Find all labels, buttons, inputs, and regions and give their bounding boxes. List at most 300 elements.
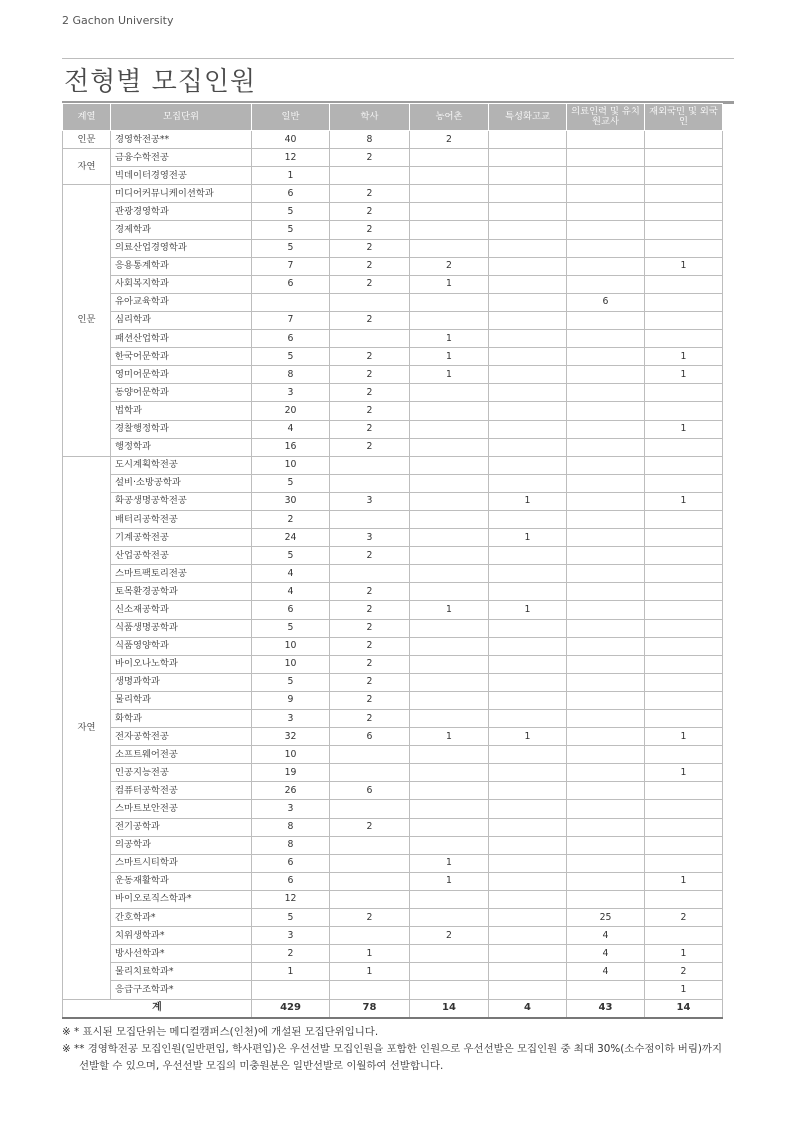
quota-cell — [489, 510, 567, 528]
page-title: 전형별 모집인원 — [64, 67, 257, 97]
quota-cell: 3 — [252, 800, 330, 818]
table-row — [63, 710, 723, 728]
table-row — [63, 800, 723, 818]
quota-cell — [567, 203, 645, 221]
table-row — [63, 529, 723, 547]
quota-cell — [645, 746, 723, 764]
quota-cell — [489, 384, 567, 402]
quota-cell: 4 — [567, 945, 645, 963]
unit-name-cell: 전자공학전공 — [111, 728, 252, 746]
quota-cell — [645, 384, 723, 402]
quota-cell: 6 — [330, 728, 410, 746]
quota-cell: 1 — [330, 945, 410, 963]
unit-name-cell: 치위생학과* — [111, 927, 252, 945]
quota-cell: 1 — [410, 366, 489, 384]
quota-cell — [410, 492, 489, 510]
unit-name-cell: 사회복지학과 — [111, 275, 252, 293]
table-row — [63, 221, 723, 239]
unit-name-cell: 경영학전공** — [111, 131, 252, 149]
quota-cell: 2 — [330, 257, 410, 275]
quota-cell — [330, 456, 410, 474]
quota-cell — [567, 746, 645, 764]
quota-cell — [489, 909, 567, 927]
quota-cell — [410, 710, 489, 728]
table-row — [63, 420, 723, 438]
table-row — [63, 728, 723, 746]
quota-cell: 2 — [330, 655, 410, 673]
unit-name-cell: 바이오나노학과 — [111, 655, 252, 673]
unit-name-cell: 유아교육학과 — [111, 293, 252, 311]
table-row — [63, 619, 723, 637]
quota-cell: 1 — [489, 601, 567, 619]
quota-cell: 2 — [330, 637, 410, 655]
quota-cell — [567, 474, 645, 492]
quota-cell — [567, 384, 645, 402]
unit-name-cell: 화학과 — [111, 710, 252, 728]
quota-cell — [567, 673, 645, 691]
quota-cell — [410, 185, 489, 203]
quota-cell — [489, 619, 567, 637]
quota-cell: 2 — [330, 619, 410, 637]
quota-cell — [330, 746, 410, 764]
quota-cell: 2 — [645, 963, 723, 981]
quota-cell — [645, 927, 723, 945]
quota-cell — [645, 510, 723, 528]
quota-cell: 6 — [567, 293, 645, 311]
quota-cell: 1 — [645, 366, 723, 384]
category-cell: 인문 — [63, 131, 111, 149]
quota-cell — [489, 257, 567, 275]
table-row — [63, 981, 723, 999]
table-row — [63, 456, 723, 474]
quota-cell: 30 — [252, 492, 330, 510]
quota-cell — [489, 710, 567, 728]
quota-cell: 2 — [252, 510, 330, 528]
quota-cell — [330, 854, 410, 872]
category-cell: 자연 — [63, 456, 111, 999]
total-cell: 78 — [330, 999, 410, 1018]
quota-cell — [645, 836, 723, 854]
table-row — [63, 872, 723, 890]
table-row — [63, 782, 723, 800]
quota-cell — [645, 782, 723, 800]
quota-cell — [645, 456, 723, 474]
quota-cell: 1 — [489, 728, 567, 746]
quota-cell — [567, 149, 645, 167]
quota-cell — [567, 601, 645, 619]
quota-cell: 10 — [252, 746, 330, 764]
quota-cell: 1 — [410, 275, 489, 293]
quota-cell — [567, 420, 645, 438]
quota-cell — [645, 474, 723, 492]
quota-cell — [489, 203, 567, 221]
quota-cell — [410, 963, 489, 981]
quota-cell: 4 — [252, 420, 330, 438]
quota-cell — [645, 565, 723, 583]
table-row — [63, 637, 723, 655]
quota-cell: 2 — [330, 185, 410, 203]
quota-cell: 1 — [645, 764, 723, 782]
quota-cell: 5 — [252, 619, 330, 637]
quota-cell — [410, 691, 489, 709]
quota-cell: 1 — [410, 601, 489, 619]
quota-cell — [410, 167, 489, 185]
footnotes — [62, 1024, 734, 1075]
quota-cell — [489, 348, 567, 366]
quota-cell: 2 — [330, 348, 410, 366]
quota-cell — [567, 131, 645, 149]
quota-cell — [410, 800, 489, 818]
quota-cell — [410, 438, 489, 456]
quota-cell: 3 — [330, 529, 410, 547]
quota-cell — [489, 764, 567, 782]
table-row — [63, 927, 723, 945]
quota-cell: 2 — [330, 221, 410, 239]
quota-cell — [567, 728, 645, 746]
header-vocational: 특성화고교 — [489, 104, 567, 131]
table-row — [63, 547, 723, 565]
quota-cell — [567, 167, 645, 185]
table-body — [63, 131, 723, 1018]
quota-cell — [567, 438, 645, 456]
quota-cell: 12 — [252, 149, 330, 167]
quota-cell — [330, 474, 410, 492]
quota-cell: 6 — [252, 872, 330, 890]
footnote-medical-campus: ※ * 표시된 모집단위는 메디컬캠퍼스(인천)에 개설된 모집단위입니다. — [62, 1026, 379, 1038]
unit-name-cell: 전기공학과 — [111, 818, 252, 836]
quota-cell: 1 — [410, 872, 489, 890]
unit-name-cell: 빅데이터경영전공 — [111, 167, 252, 185]
table-row — [63, 239, 723, 257]
table-row — [63, 203, 723, 221]
quota-cell — [489, 637, 567, 655]
quota-cell — [645, 800, 723, 818]
quota-cell — [489, 836, 567, 854]
quota-cell: 2 — [330, 420, 410, 438]
quota-cell — [645, 619, 723, 637]
unit-name-cell: 스마트팩토리전공 — [111, 565, 252, 583]
quota-cell — [567, 981, 645, 999]
unit-name-cell: 기계공학전공 — [111, 529, 252, 547]
quota-cell — [489, 402, 567, 420]
quota-cell — [489, 854, 567, 872]
table-row — [63, 149, 723, 167]
quota-cell — [410, 149, 489, 167]
quota-cell — [567, 890, 645, 908]
quota-cell — [410, 474, 489, 492]
header-category: 계열 — [63, 104, 111, 131]
quota-cell: 8 — [252, 818, 330, 836]
quota-cell: 1 — [489, 529, 567, 547]
quota-cell: 6 — [252, 185, 330, 203]
quota-cell — [567, 366, 645, 384]
quota-cell — [567, 330, 645, 348]
quota-cell — [645, 311, 723, 329]
unit-name-cell: 컴퓨터공학전공 — [111, 782, 252, 800]
quota-cell — [567, 818, 645, 836]
quota-cell: 2 — [410, 257, 489, 275]
unit-name-cell: 물리학과 — [111, 691, 252, 709]
table-row — [63, 945, 723, 963]
quota-cell — [410, 293, 489, 311]
unit-name-cell: 물리치료학과* — [111, 963, 252, 981]
quota-cell — [489, 872, 567, 890]
quota-cell: 2 — [410, 927, 489, 945]
unit-name-cell: 스마트시티학과 — [111, 854, 252, 872]
quota-cell — [567, 239, 645, 257]
quota-cell: 6 — [252, 601, 330, 619]
quota-cell: 5 — [252, 673, 330, 691]
unit-name-cell: 생명과학과 — [111, 673, 252, 691]
quota-cell: 1 — [410, 854, 489, 872]
quota-cell: 1 — [645, 257, 723, 275]
page-title-bar — [62, 58, 734, 104]
quota-cell — [330, 836, 410, 854]
quota-cell — [489, 293, 567, 311]
unit-name-cell: 간호학과* — [111, 909, 252, 927]
quota-cell — [489, 149, 567, 167]
quota-cell — [489, 746, 567, 764]
table-row — [63, 185, 723, 203]
quota-cell — [645, 854, 723, 872]
quota-cell — [410, 890, 489, 908]
quota-cell — [645, 131, 723, 149]
quota-cell — [645, 330, 723, 348]
unit-name-cell: 응용통계학과 — [111, 257, 252, 275]
quota-cell — [410, 510, 489, 528]
quota-cell — [410, 746, 489, 764]
quota-cell: 12 — [252, 890, 330, 908]
table-row — [63, 438, 723, 456]
quota-cell — [489, 474, 567, 492]
quota-cell — [489, 547, 567, 565]
unit-name-cell: 식품영양학과 — [111, 637, 252, 655]
quota-cell: 5 — [252, 348, 330, 366]
quota-cell — [410, 945, 489, 963]
quota-cell: 32 — [252, 728, 330, 746]
quota-cell — [410, 655, 489, 673]
quota-cell — [567, 402, 645, 420]
table-row — [63, 474, 723, 492]
quota-cell — [330, 293, 410, 311]
unit-name-cell: 금융수학전공 — [111, 149, 252, 167]
quota-cell — [645, 185, 723, 203]
table-row — [63, 492, 723, 510]
unit-name-cell: 화공생명공학전공 — [111, 492, 252, 510]
quota-cell: 8 — [252, 366, 330, 384]
quota-cell: 1 — [645, 981, 723, 999]
quota-cell — [567, 583, 645, 601]
quota-cell: 1 — [645, 872, 723, 890]
quota-cell — [645, 149, 723, 167]
quota-cell — [489, 185, 567, 203]
quota-cell: 40 — [252, 131, 330, 149]
total-cell: 43 — [567, 999, 645, 1018]
quota-cell: 2 — [330, 601, 410, 619]
quota-cell — [410, 547, 489, 565]
quota-cell — [567, 619, 645, 637]
quota-cell — [567, 456, 645, 474]
quota-cell — [489, 981, 567, 999]
unit-name-cell: 영미어문학과 — [111, 366, 252, 384]
unit-name-cell: 운동재활학과 — [111, 872, 252, 890]
quota-cell: 26 — [252, 782, 330, 800]
quota-cell: 5 — [252, 221, 330, 239]
quota-cell — [410, 420, 489, 438]
unit-name-cell: 의료산업경영학과 — [111, 239, 252, 257]
quota-cell: 19 — [252, 764, 330, 782]
quota-cell — [489, 655, 567, 673]
quota-cell: 2 — [410, 131, 489, 149]
quota-cell — [489, 927, 567, 945]
quota-cell — [489, 221, 567, 239]
unit-name-cell: 경찰행정학과 — [111, 420, 252, 438]
unit-name-cell: 한국어문학과 — [111, 348, 252, 366]
unit-name-cell: 배터리공학전공 — [111, 510, 252, 528]
quota-cell: 5 — [252, 239, 330, 257]
quota-cell — [567, 800, 645, 818]
table-row — [63, 601, 723, 619]
unit-name-cell: 식품생명공학과 — [111, 619, 252, 637]
quota-cell: 1 — [252, 167, 330, 185]
quota-cell: 5 — [252, 474, 330, 492]
table-row — [63, 348, 723, 366]
quota-cell — [410, 402, 489, 420]
unit-name-cell: 토목환경공학과 — [111, 583, 252, 601]
footnote-business-priority: ※ ** 경영학전공 모집인원(일반편입, 학사편입)은 우선선발 모집인원을 포함한 인원으로 우선선발은 모집인원 중 최대 30%(소수점이하 버림)까지 선발할 수 있으며, 우선선발 모집의 미충원분은 일반선발로 이월하여 선발합니다. — [62, 1043, 722, 1072]
header-bachelor: 학사 — [330, 104, 410, 131]
quota-cell: 3 — [252, 710, 330, 728]
quota-cell — [410, 583, 489, 601]
quota-cell: 6 — [330, 782, 410, 800]
quota-cell — [645, 547, 723, 565]
total-row — [63, 999, 723, 1018]
quota-cell — [645, 655, 723, 673]
quota-cell: 6 — [252, 330, 330, 348]
unit-name-cell: 동양어문학과 — [111, 384, 252, 402]
quota-cell — [645, 583, 723, 601]
quota-cell: 2 — [330, 438, 410, 456]
total-cell: 4 — [489, 999, 567, 1018]
table-header-row — [63, 104, 723, 131]
admission-quota-table — [62, 103, 723, 1019]
quota-cell: 16 — [252, 438, 330, 456]
table-row — [63, 583, 723, 601]
quota-cell — [252, 981, 330, 999]
quota-cell — [645, 691, 723, 709]
quota-cell — [645, 529, 723, 547]
quota-cell — [567, 257, 645, 275]
quota-cell — [410, 818, 489, 836]
quota-cell: 1 — [252, 963, 330, 981]
quota-cell — [489, 275, 567, 293]
unit-name-cell: 신소재공학과 — [111, 601, 252, 619]
table-row — [63, 963, 723, 981]
table-row — [63, 167, 723, 185]
quota-cell — [410, 836, 489, 854]
unit-name-cell: 설비·소방공학과 — [111, 474, 252, 492]
quota-cell — [489, 438, 567, 456]
quota-cell — [252, 293, 330, 311]
table-row — [63, 384, 723, 402]
quota-cell: 6 — [252, 854, 330, 872]
unit-name-cell: 스마트보안전공 — [111, 800, 252, 818]
quota-cell — [410, 782, 489, 800]
quota-cell — [645, 203, 723, 221]
quota-cell: 1 — [645, 945, 723, 963]
quota-cell: 2 — [330, 275, 410, 293]
quota-cell: 5 — [252, 203, 330, 221]
unit-name-cell: 관광경영학과 — [111, 203, 252, 221]
quota-cell — [567, 854, 645, 872]
quota-cell — [410, 764, 489, 782]
quota-cell — [489, 800, 567, 818]
table-row — [63, 836, 723, 854]
quota-cell — [489, 330, 567, 348]
table-row — [63, 818, 723, 836]
quota-cell — [489, 131, 567, 149]
quota-cell: 2 — [330, 239, 410, 257]
quota-cell: 5 — [252, 547, 330, 565]
quota-cell — [567, 275, 645, 293]
unit-name-cell: 법학과 — [111, 402, 252, 420]
quota-cell — [489, 890, 567, 908]
quota-cell: 2 — [330, 149, 410, 167]
header-unit: 모집단위 — [111, 104, 252, 131]
quota-cell — [489, 366, 567, 384]
quota-cell: 2 — [330, 673, 410, 691]
quota-cell: 2 — [330, 203, 410, 221]
quota-cell — [645, 293, 723, 311]
quota-cell: 2 — [645, 909, 723, 927]
unit-name-cell: 심리학과 — [111, 311, 252, 329]
quota-cell — [489, 945, 567, 963]
quota-cell: 1 — [645, 420, 723, 438]
quota-cell — [645, 275, 723, 293]
quota-cell — [489, 239, 567, 257]
unit-name-cell: 미디어커뮤니케이션학과 — [111, 185, 252, 203]
quota-cell — [330, 927, 410, 945]
quota-cell — [330, 890, 410, 908]
table-row — [63, 890, 723, 908]
category-cell: 자연 — [63, 149, 111, 185]
quota-cell: 2 — [330, 547, 410, 565]
header-overseas-foreign: 재외국민 및 외국인 — [645, 104, 723, 131]
quota-cell — [410, 909, 489, 927]
quota-cell: 1 — [645, 728, 723, 746]
header-rural: 농어촌 — [410, 104, 489, 131]
unit-name-cell: 응급구조학과* — [111, 981, 252, 999]
table-row — [63, 673, 723, 691]
quota-cell — [410, 384, 489, 402]
quota-cell: 2 — [330, 583, 410, 601]
quota-cell — [645, 402, 723, 420]
table-row — [63, 565, 723, 583]
unit-name-cell: 도시계획학전공 — [111, 456, 252, 474]
table-row — [63, 691, 723, 709]
quota-cell: 4 — [252, 565, 330, 583]
quota-cell: 10 — [252, 456, 330, 474]
quota-cell: 2 — [330, 909, 410, 927]
quota-cell — [330, 330, 410, 348]
quota-cell: 6 — [252, 275, 330, 293]
quota-cell — [567, 492, 645, 510]
quota-cell — [330, 800, 410, 818]
quota-cell — [567, 547, 645, 565]
quota-cell: 4 — [252, 583, 330, 601]
category-cell: 인문 — [63, 185, 111, 456]
quota-cell: 2 — [330, 402, 410, 420]
